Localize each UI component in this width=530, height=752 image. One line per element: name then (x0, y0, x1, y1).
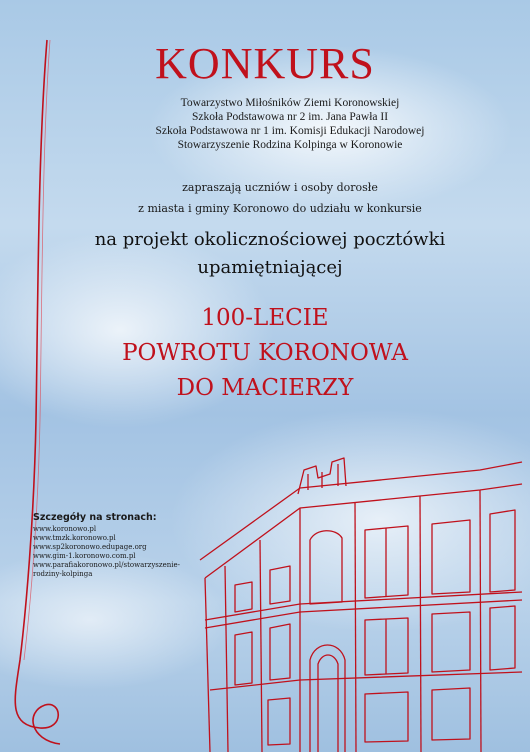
organizers-list (60, 96, 520, 152)
jubilee-line: POWROTU KORONOWA (122, 340, 408, 366)
project-line: upamiętniającej (197, 257, 343, 278)
details-link[interactable]: rodziny-kolpinga (33, 570, 93, 578)
details-section (33, 512, 183, 579)
details-link[interactable]: www.sp2koronowo.edupage.org (33, 543, 147, 551)
details-heading: Szczegóły na stronach: (33, 512, 157, 523)
jubilee-line: DO MACIERZY (176, 375, 354, 401)
organizer-line: Stowarzyszenie Rodzina Kolpinga w Koronowie (177, 139, 403, 151)
details-link[interactable]: www.tmzk.koronowo.pl (33, 534, 116, 542)
organizer-line: Towarzystwo Miłośników Ziemi Koronowskiej (180, 97, 400, 109)
jubilee-line: 100-LECIE (201, 305, 329, 331)
project-heading (20, 226, 520, 282)
invitation-line: z miasta i gminy Koronowo do udziału w konkursie (138, 202, 422, 215)
invitation-line: zapraszają uczniów i osoby dorosłe (182, 181, 378, 194)
details-link[interactable]: www.koronowo.pl (33, 525, 97, 533)
details-link[interactable]: www.gim-1.koronowo.com.pl (33, 552, 136, 560)
project-line: na projekt okolicznościowej pocztówki (94, 229, 446, 250)
organizer-line: Szkoła Podstawowa nr 1 im. Komisji Edukacji Narodowej (155, 125, 425, 137)
invitation-text (40, 177, 520, 219)
details-link[interactable]: www.parafiakoronowo.pl/stowarzyszenie- (33, 561, 180, 569)
page-title: KONKURS (155, 39, 375, 88)
organizer-line: Szkoła Podstawowa nr 2 im. Jana Pawła II (191, 111, 389, 123)
jubilee-heading (10, 301, 520, 406)
